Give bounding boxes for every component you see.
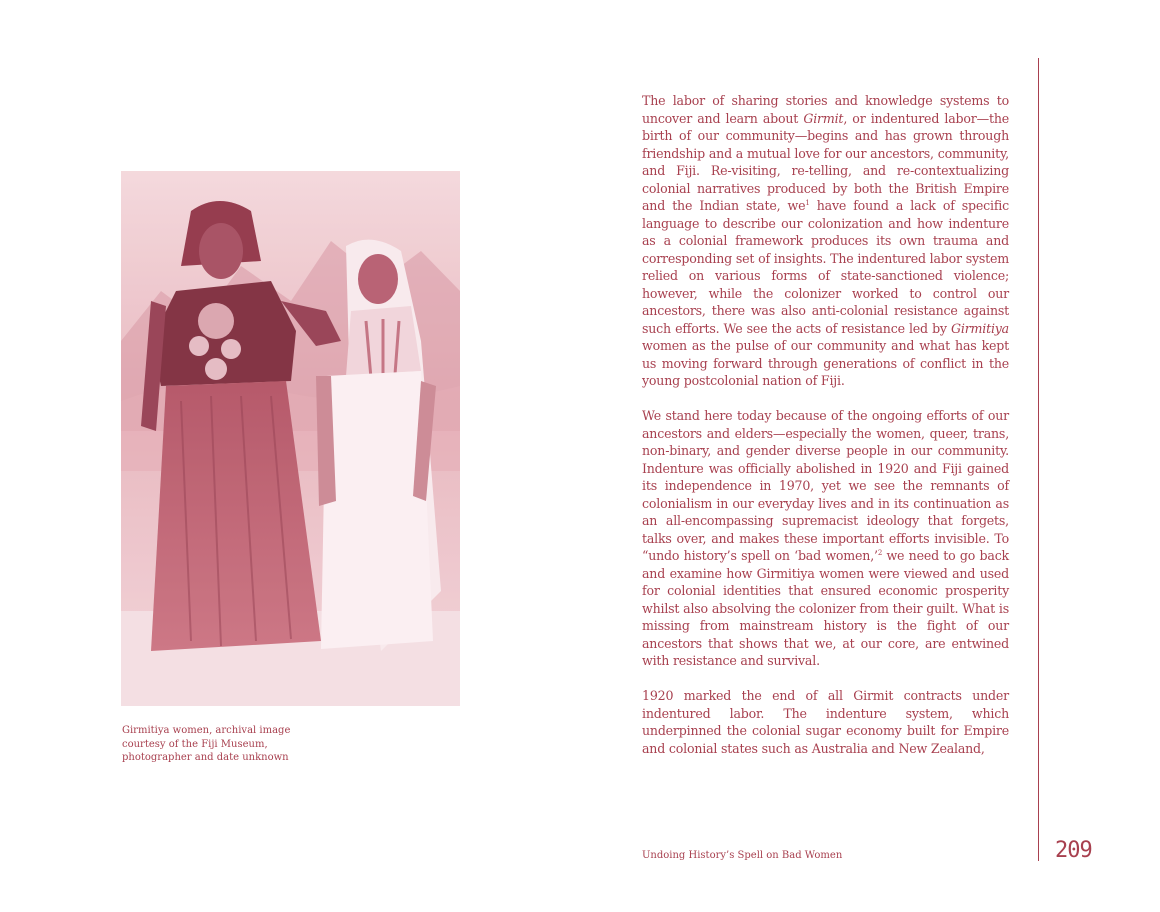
text-run: We stand here today because of the ongoing efforts of our ancestors and elders—especially the women, queer, trans, non-binary, and gender diverse people in our community. Indenture was officially abolished in 1920 and Fiji gained its independence in 1970, yet we see the remnants of colonialism in our everyday lives and in its continuation as an all-encompassing supremacist ideology that forgets, talks over, and makes these important efforts invisible. To “undo history’s spell on ‘bad women,’ [642,408,1009,563]
caption-line: courtesy of the Fiji Museum, [122,738,268,750]
body-text [642,92,1009,775]
paragraph-1 [642,92,1009,390]
text-run: 1920 marked the end of all Girmit contracts under indentured labor. The indenture system, which underpinned the colonial sugar economy built for Empire and colonial states such as Australia and New Zealand, [642,688,1009,756]
caption-line: photographer and date unknown [122,752,289,763]
italic-term: Girmit [803,110,844,126]
vertical-rule [1038,58,1039,861]
footnote-ref: 1 [805,199,810,207]
photo-caption [122,724,362,765]
paragraph-3 [642,687,1009,757]
text-run: women as the pulse of our community and what has kept us moving forward through generations of conflict in the young postcolonial nation of Fiji. [642,338,1009,388]
archival-photo-illustration [121,171,460,706]
text-run: , or indentured labor—the birth of our community—begins and has grown through friendship and a mutual love for our ancestors, community, and Fiji. Re-visiting, re-telling, and re-contextualizing colonial narratives produced by both the British Empire and the Indian state, we [642,110,1009,213]
text-run: The labor of sharing stories and knowledge systems to uncover and learn about [642,93,1009,126]
paragraph-2 [642,407,1009,670]
running-footer-title: Undoing History’s Spell on Bad Women [642,850,843,861]
archival-photo [121,171,460,706]
footnote-ref: 2 [877,549,883,557]
caption-line: Girmitiya women, archival image [122,725,291,736]
page-number: 209 [1055,838,1092,863]
italic-term: Girmitiya [951,320,1009,336]
text-run: we need to go back and examine how Girmitiya women were viewed and used for colonial identities that ensured economic prosperity whilst also absolving the colonizer from their guilt. What is missing from mainstream history is the fight of our ancestors that shows that we, at our core, are entwined with resistance and survival. [642,548,1009,668]
text-run: have found a lack of specific language to describe our colonization and how indenture as a colonial framework produces its own trauma and corresponding set of insights. The indentured labor system relied on various forms of state-sanctioned violence; however, while the colonizer worked to control our ancestors, there was also anti-colonial resistance against such efforts. We see the acts of resistance led by [642,198,1009,336]
